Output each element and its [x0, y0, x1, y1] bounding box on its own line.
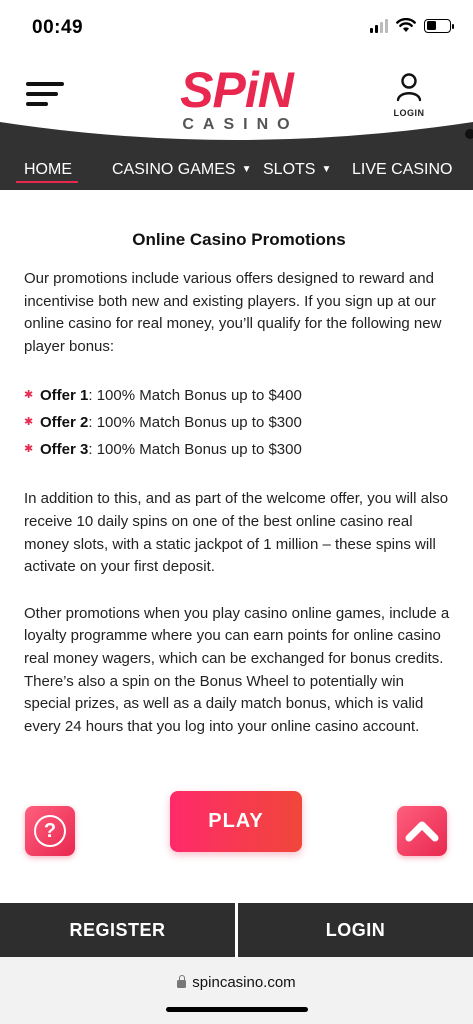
status-bar	[0, 0, 473, 56]
loyalty-paragraph: Other promotions when you play casino online games, include a loyalty programme where you can earn points for online casino real money wagers, which can be exchanged for bonus credits. There’s also a spin on the Bonus Wheel to potentially win special prizes, as well as a daily match bonus, which is valid every 24 hours that you log into your online casino account.	[24, 604, 450, 735]
logo-subtitle: CASINO	[182, 116, 299, 133]
caret-down-icon: ▼	[241, 164, 252, 175]
register-button[interactable]: REGISTER	[69, 919, 166, 940]
main-nav	[0, 150, 473, 190]
bullet-star-icon: ✱	[24, 443, 34, 456]
wifi-icon	[396, 18, 416, 33]
status-icons	[370, 18, 451, 33]
help-button[interactable]	[25, 806, 75, 856]
caret-down-icon: ▼	[321, 164, 332, 175]
chevron-up-icon	[405, 818, 439, 844]
address-bar[interactable]	[0, 974, 473, 991]
lock-icon	[177, 980, 186, 988]
play-button[interactable]: PLAY	[170, 791, 302, 852]
browser-bar	[0, 957, 473, 1024]
page-title: Online Casino Promotions	[132, 230, 346, 249]
user-icon	[394, 72, 424, 102]
list-item: ✱ Offer 1 : 100% Match Bonus up to $400	[24, 382, 454, 409]
login-header-label: LOGIN	[393, 108, 425, 118]
list-item: ✱ Offer 2 : 100% Match Bonus up to $300	[24, 409, 454, 436]
header-curve	[0, 118, 473, 150]
battery-icon	[424, 19, 451, 33]
nav-item-home[interactable]: HOME	[24, 161, 72, 178]
nav-item-casino-games[interactable]: CASINO GAMES ▼	[112, 161, 252, 178]
home-indicator[interactable]	[166, 1007, 308, 1012]
question-mark-icon: ?	[34, 815, 66, 847]
logo-wordmark: SPiN	[180, 62, 293, 118]
intro-paragraph: Our promotions include various offers designed to reward and incentivise both new and existing players. If you sign up at our online casino for real money, you’ll qualify for the following new player bonus:	[24, 270, 442, 355]
scroll-to-top-button[interactable]	[397, 806, 447, 856]
nav-item-slots[interactable]: SLOTS ▼	[263, 161, 332, 178]
promotions-content	[24, 228, 454, 738]
bullet-star-icon: ✱	[24, 389, 34, 402]
url-text: spincasino.com	[192, 974, 296, 991]
bottom-action-bar	[0, 903, 473, 957]
status-time: 00:49	[32, 17, 84, 38]
login-button[interactable]: LOGIN	[325, 919, 386, 940]
offers-list	[24, 382, 454, 463]
list-item: ✱ Offer 3 : 100% Match Bonus up to $300	[24, 436, 454, 463]
cellular-signal-icon	[370, 19, 388, 33]
bullet-star-icon: ✱	[24, 416, 34, 429]
nav-item-live-casino[interactable]: LIVE CASINO	[352, 161, 453, 178]
nav-active-underline	[16, 181, 78, 183]
welcome-spins-paragraph: In addition to this, and as part of the welcome offer, you will also receive 10 daily spins on one of the best online casino real money slots, with a static jackpot of 1 million – these spins will activate on your first deposit.	[24, 490, 449, 576]
login-header-button[interactable]	[381, 72, 437, 118]
